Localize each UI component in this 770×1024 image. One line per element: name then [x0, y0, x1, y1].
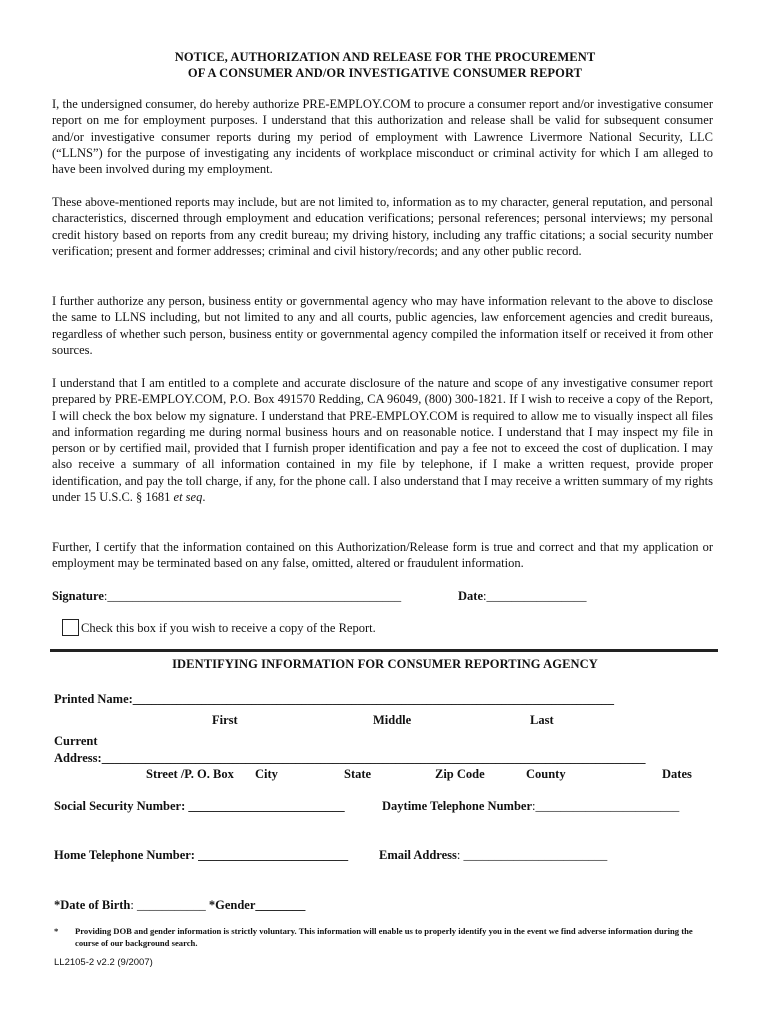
footnote-text: Providing DOB and gender information is strictly voluntary. This information will enable us to properly identify you in the event we find adverse information during the course of our background search.: [75, 926, 693, 948]
paragraph-rights-italic: et seq: [173, 490, 203, 505]
copy-report-checkbox-label: Check this box if you wish to receive a copy of the Report.: [81, 621, 376, 635]
email-field[interactable]: : _______________________: [456, 848, 608, 862]
paragraph-rights-text: I understand that I am entitled to a complete and accurate disclosure of the nature and scope of any investigative consumer report prepared by PRE-EMPLOY.COM, P.O. Box 491570 Redding, CA 96049, (800) 300-1821. If I wish to receive a copy of the Report, I will check the box below my signature. I understand that PRE-EMPLOY.COM is required to allow me to visually inspect all files and information regarding me during normal business hours and on reasonable notice. I understand that I may inspect my file in person or by certified mail, provided that I furnish proper identification and pay a fee not to exceed the cost of duplication. I may also receive a summary of all information contained in my file by telephone, if I make a written request, provide proper identification, and pay the toll charge, if any, for the phone call. I also understand that I may receive a written summary of my rights under 15 U.S.C. § 1681: [52, 376, 713, 505]
signature-row: [52, 589, 401, 604]
addr-county-caption: County: [526, 767, 566, 781]
paragraph-disclosure-authorization: I further authorize any person, business entity or governmental agency who may have information relevant to the above to disclose the same to LLNS including, but not limited to any and all courts, public agencies, law enforcement agencies and credit bureaus, regardless of whether such person, business entity or governmental agency compiled the information itself or received it from other sources.: [52, 294, 713, 357]
printed-name-field[interactable]: Printed Name:_____________________________________________________________________________: [54, 692, 615, 706]
email-row: [379, 848, 607, 863]
signature-label: Signature: [52, 589, 104, 603]
document-title-line-2: OF A CONSUMER AND/OR INVESTIGATIVE CONSUMER REPORT: [187, 66, 583, 80]
paragraph-rights-end: .: [202, 490, 206, 505]
section-title-identifying-info: IDENTIFYING INFORMATION FOR CONSUMER REPORTING AGENCY: [172, 657, 598, 671]
addr-street-caption: Street /P. O. Box: [146, 767, 234, 781]
date-field[interactable]: :________________: [483, 589, 587, 603]
date-row: [458, 589, 586, 604]
form-id: LL2105-2 v2.2 (9/2007): [54, 957, 153, 968]
paragraph-authorization: I, the undersigned consumer, do hereby authorize PRE-EMPLOY.COM to procure a consumer report and/or investigative consumer report on me for employment purposes. I understand that this authorization and release shall be valid for subsequent consumer and/or investigative consumer reports during my period of employment with Lawrence Livermore National Security, LLC (“LLNS”) for the purpose of investigating any incidents of workplace misconduct or criminal activity for which I am alleged to have been involved during my employment.: [52, 97, 713, 177]
name-first-caption: First: [212, 713, 238, 727]
gender-field[interactable]: *Gender________: [208, 898, 306, 912]
footnote-marker: *: [54, 926, 59, 936]
addr-city-caption: City: [255, 767, 278, 781]
daytime-phone-field[interactable]: :_______________________: [532, 799, 680, 813]
date-label: Date: [458, 589, 483, 603]
name-middle-caption: Middle: [373, 713, 412, 727]
section-divider: [50, 649, 718, 652]
dob-gender-row: [54, 898, 305, 913]
addr-zip-caption: Zip Code: [435, 767, 485, 781]
dob-label: *Date of Birth: [54, 898, 131, 912]
email-label: Email Address: [379, 848, 457, 862]
signature-field[interactable]: :_______________________________________________: [103, 589, 402, 603]
dob-field[interactable]: : ___________: [130, 898, 206, 912]
current-address-label: Current: [54, 734, 98, 748]
home-phone-field[interactable]: Home Telephone Number: ________________________: [54, 848, 349, 862]
daytime-phone-label: Daytime Telephone Number: [382, 799, 532, 813]
addr-state-caption: State: [344, 767, 372, 781]
document-title-line-1: NOTICE, AUTHORIZATION AND RELEASE FOR THE PROCUREMENT: [174, 50, 596, 64]
daytime-phone-row: [382, 799, 679, 814]
paragraph-report-contents: These above-mentioned reports may include, but are not limited to, information as to my character, general reputation, and personal characteristics, discerned through employment and education verifications; personal references; personal interviews; my personal credit history based on reports from any credit bureau; my driving history, including any traffic citations; a social security number verification; present and former addresses; criminal and civil history/records; and any other public record.: [52, 195, 713, 258]
ssn-field[interactable]: Social Security Number: _________________________: [54, 799, 345, 813]
address-field[interactable]: Address:_______________________________________________________________________________________: [54, 751, 646, 765]
copy-report-checkbox[interactable]: [62, 619, 79, 636]
name-last-caption: Last: [530, 713, 554, 727]
paragraph-certification: Further, I certify that the information contained on this Authorization/Release form is true and correct and that my application or employment may be terminated based on any false, omitted, altered or fraudulent information.: [52, 540, 713, 571]
addr-dates-caption: Dates: [662, 767, 692, 781]
paragraph-rights: [52, 375, 713, 505]
